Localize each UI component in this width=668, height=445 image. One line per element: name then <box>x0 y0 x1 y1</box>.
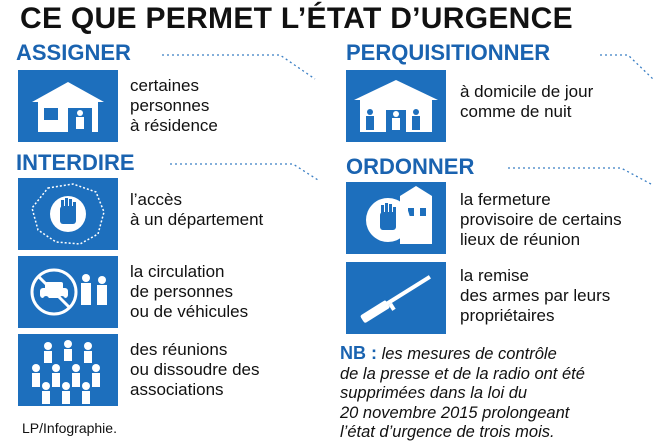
interdire-circulation-text: la circulation de personnes ou de véhicules <box>130 262 249 321</box>
page-title: CE QUE PERMET L’ÉTAT D’URGENCE <box>20 2 573 35</box>
section-title-assigner: ASSIGNER <box>16 40 131 65</box>
interdire-access-text: l’accès à un département <box>130 190 264 229</box>
interdire-reunions-text: des réunions ou dissoudre des associations <box>130 340 260 399</box>
crowd-icon <box>18 334 118 406</box>
note-block <box>340 344 585 443</box>
section-title-ordonner: ORDONNER <box>346 154 475 179</box>
section-title-interdire: INTERDIRE <box>16 150 135 175</box>
rifle-icon <box>346 262 446 334</box>
france-map-stop-hand-icon <box>18 178 118 250</box>
note-label: NB : <box>340 343 377 363</box>
ordonner-armes-text: la remise des armes par leurs propriétaires <box>460 266 611 325</box>
note-line: les mesures de contrôle <box>381 345 557 363</box>
note-line: supprimées dans la loi du <box>340 384 528 402</box>
assigner-text: certaines personnes à résidence <box>130 76 218 135</box>
house-person-icon <box>18 70 118 142</box>
ordonner-fermeture-text: la fermeture provisoire de certains lieux de réunion <box>460 190 622 249</box>
building-stop-hand-icon <box>346 182 446 254</box>
dotted-connector <box>168 154 328 184</box>
credit: LP/Infographie. <box>22 420 117 436</box>
no-car-people-icon <box>18 256 118 328</box>
dotted-connector <box>506 158 656 188</box>
dotted-connector <box>598 45 658 85</box>
house-police-icon <box>346 70 446 142</box>
perquisitionner-text: à domicile de jour comme de nuit <box>460 82 594 121</box>
note-line: de la presse et de la radio ont été <box>340 364 585 383</box>
note-line: l’état d’urgence de trois mois. <box>340 423 555 441</box>
section-title-perquisitionner: PERQUISITIONNER <box>346 40 551 65</box>
note-line: 20 novembre 2015 prolongeant <box>340 403 570 422</box>
